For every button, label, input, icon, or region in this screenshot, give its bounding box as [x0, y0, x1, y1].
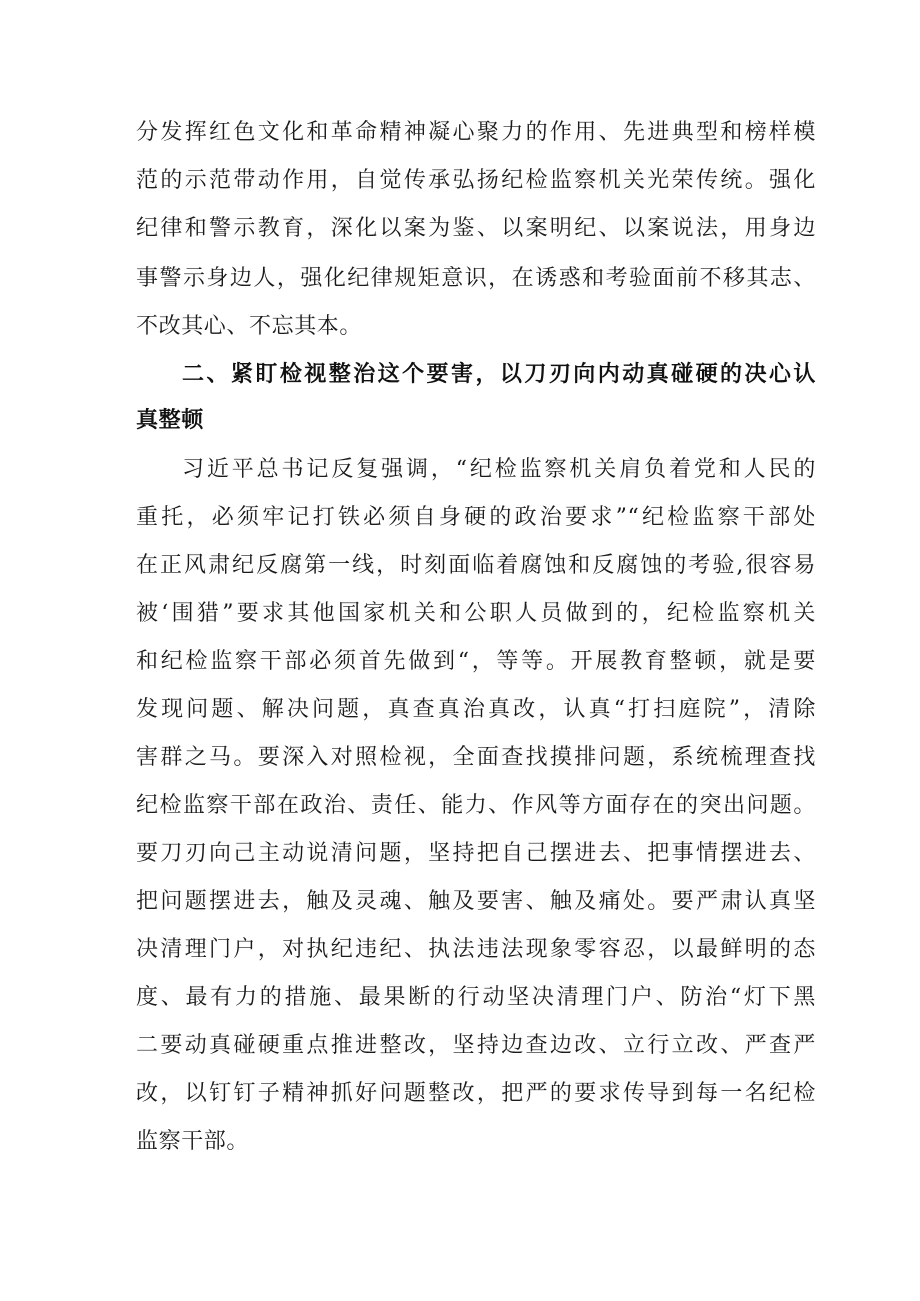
- text-line: 和纪检监察干部必须首先做到“，等等。开展教育整顿，就是要: [136, 649, 816, 674]
- text-line: 在正风肃纪反腐第一线，时刻面临着腐蚀和反腐蚀的考验,很容易: [136, 553, 816, 578]
- text-line: 事警示身边人，强化纪律规矩意识，在诱惑和考验面前不移其志、: [136, 266, 816, 291]
- heading-line: 二、紧盯检视整治这个要害，以刀刃向内动真碰硬的决心认: [182, 362, 816, 387]
- text-line: 把问题摆进去，触及灵魂、触及要害、触及痛处。要严肃认真坚: [136, 889, 816, 914]
- text-line: 决清理门户，对执纪违纪、执法违法现象零容忍，以最鲜明的态: [136, 937, 816, 962]
- text-line: 二要动真碰硬重点推进整改，坚持边查边改、立行立改、严查严: [136, 1033, 816, 1058]
- text-line: 害群之马。要深入对照检视，全面查找摸排问题，系统梳理查找: [136, 745, 816, 770]
- text-line: 纪律和警示教育，深化以案为鉴、以案明纪、以案说法，用身边: [136, 216, 816, 241]
- text-line: 习近平总书记反复强调，“纪检监察机关肩负着党和人民的: [182, 457, 816, 482]
- text-line: 监察干部。: [136, 1129, 250, 1154]
- text-line: 要刀刃向己主动说清问题，坚持把自己摆进去、把事情摆进去、: [136, 841, 816, 866]
- text-line: 被‘围猎”要求其他国家机关和公职人员做到的，纪检监察机关: [136, 601, 816, 626]
- heading-line: 真整顿: [136, 408, 204, 433]
- text-line: 发现问题、解决问题，真查真治真改，认真“打扫庭院”，清除: [136, 697, 816, 722]
- text-line: 度、最有力的措施、最果断的行动坚决清理门户、防治“灯下黑: [136, 985, 816, 1010]
- text-line: 不改其心、不忘其本。: [136, 314, 363, 339]
- text-line: 重托，必须牢记打铁必须自身硬的政治要求”“纪检监察干部处: [136, 505, 816, 530]
- text-line: 范的示范带动作用，自觉传承弘扬纪检监察机关光荣传统。强化: [136, 168, 816, 193]
- text-line: 纪检监察干部在政治、责任、能力、作风等方面存在的突出问题。: [136, 793, 816, 818]
- text-line: 改，以钉钉子精神抓好问题整改，把严的要求传导到每一名纪检: [136, 1081, 816, 1106]
- text-line: 分发挥红色文化和革命精神凝心聚力的作用、先进典型和榜样模: [136, 120, 816, 145]
